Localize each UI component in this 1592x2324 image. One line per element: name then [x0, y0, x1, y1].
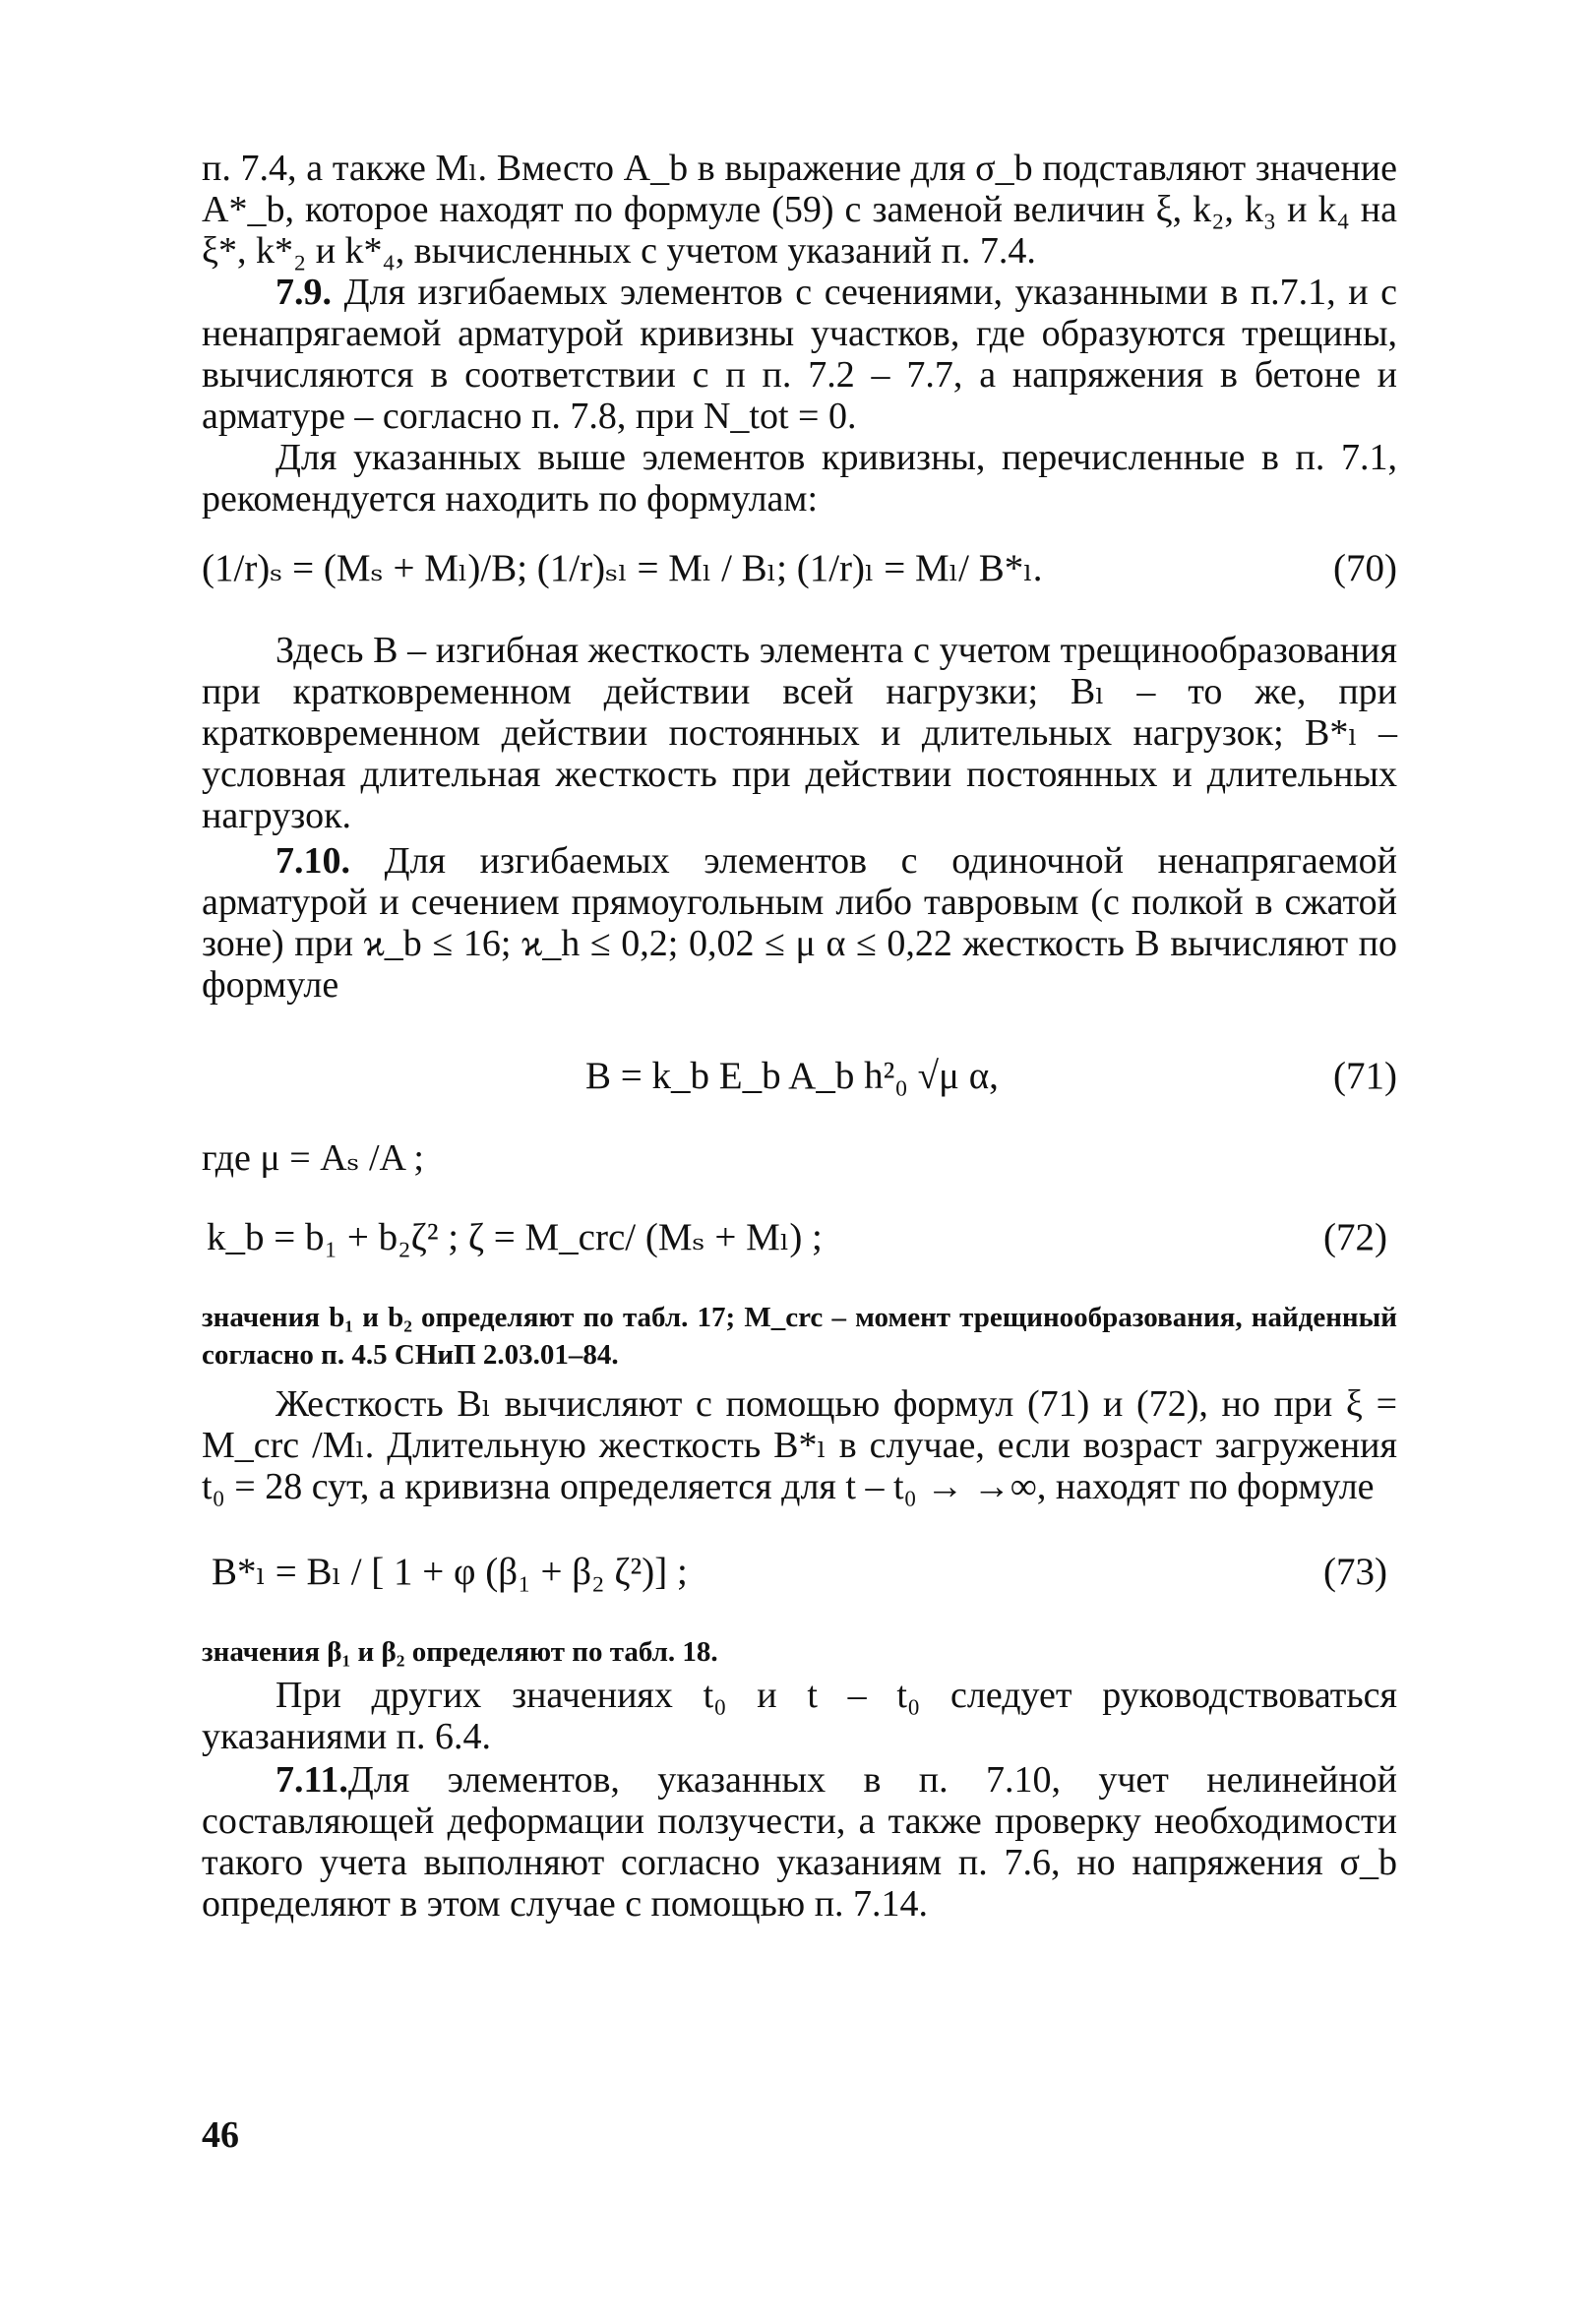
formula-number: (73)	[1323, 1551, 1387, 1593]
formula-expression: B = k_b E_b A_b h²₀ √μ α,	[585, 1055, 999, 1097]
paragraph-7-10	[202, 840, 1397, 1006]
paragraph-text: Для элементов, указанных в п. 7.10, учет нелинейной составляющей деформации ползучести, а также проверку необходимости такого учета выполняют согласно указаниям п. 7.6, но напряжения σ_b определяют в этом случае с помощью п. 7.14.	[202, 1759, 1397, 1925]
section-number: 7.10.	[276, 840, 350, 882]
paragraph-7-11	[202, 1759, 1397, 1925]
page-number: 46	[202, 2114, 239, 2156]
section-number: 7.11.	[276, 1759, 348, 1801]
formula-expression: (1/r)ₛ = (Mₛ + Mₗ)/B; (1/r)ₛₗ = Mₗ / Bₗ; (1/r)ₗ = Mₗ/ B*ₗ.	[202, 547, 1043, 589]
formula-71	[202, 1055, 1397, 1098]
formula-number: (72)	[1323, 1216, 1387, 1258]
paragraph-stiffness: Жесткость Bₗ вычисляют с помощью формул (71) и (72), но при ξ = M_crc /Mₗ. Длительную жесткость B*ₗ в случае, если возраст загружения t₀ = 28 сут, а кривизна определяется для t – t₀ → →∞, находят по формуле	[202, 1383, 1397, 1507]
paragraph-text: Для изгибаемых элементов с сечениями, указанными в п.7.1, и с ненапрягаемой арматурой кривизны участков, где образуются трещины, вычисляются в соответствии с п п. 7.2 – 7.7, а напряжения в бетоне и арматуре – согласно п. 7.8, при N_tot = 0.	[202, 272, 1397, 437]
formula-number: (70)	[1333, 547, 1397, 589]
where-mu: где μ = Aₛ /A ;	[202, 1137, 424, 1179]
paragraph-curvature-intro: Для указанных выше элементов кривизны, перечисленные в п. 7.1, рекомендуется находить по формулам:	[202, 437, 1397, 520]
note-table-18: значения β₁ и β₂ определяют по табл. 18.	[202, 1636, 718, 1668]
formula-72	[202, 1216, 1397, 1259]
section-number: 7.9.	[276, 272, 332, 313]
formula-73	[202, 1551, 1397, 1594]
paragraph-definitions: Здесь B – изгибная жесткость элемента с учетом трещинообразования при кратковременном действии всей нагрузки; Bₗ – то же, при кратковременном действии постоянных и длительных нагрузок; B*ₗ – условная длительная жесткость при действии постоянных и длительных нагрузок.	[202, 630, 1397, 836]
paragraph-text: Для изгибаемых элементов с одиночной ненапрягаемой арматурой и сечением прямоугольным либо тавровым (с полкой в сжатой зоне) при ϰ_b ≤ 16; ϰ_h ≤ 0,2; 0,02 ≤ μ α ≤ 0,22 жесткость B вычисляют по формуле	[202, 840, 1397, 1006]
page-body	[202, 148, 1397, 1925]
paragraph-continuation: п. 7.4, а также Mₗ. Вместо A_b в выражение для σ_b подставляют значение A*_b, которое находят по формуле (59) с заменой величин ξ, k₂, k₃ и k₄ на ξ*, k*₂ и k*₄, вычисленных с учетом указаний п. 7.4.	[202, 148, 1397, 272]
formula-expression: B*ₗ = Bₗ / [ 1 + φ (β₁ + β₂ ζ²)] ;	[212, 1551, 688, 1593]
formula-expression: k_b = b₁ + b₂ζ² ; ζ = M_crc/ (Mₛ + Mₗ) ;	[207, 1216, 823, 1258]
formula-number: (71)	[1333, 1055, 1397, 1097]
note-table-17: значения b₁ и b₂ определяют по табл. 17; M_crc – момент трещинообразования, найденный согласно п. 4.5 СНиП 2.03.01–84.	[202, 1302, 1397, 1371]
paragraph-other-values: При других значениях t₀ и t – t₀ следует руководствоваться указаниями п. 6.4.	[202, 1675, 1397, 1757]
paragraph-7-9	[202, 272, 1397, 437]
formula-70	[202, 547, 1397, 590]
